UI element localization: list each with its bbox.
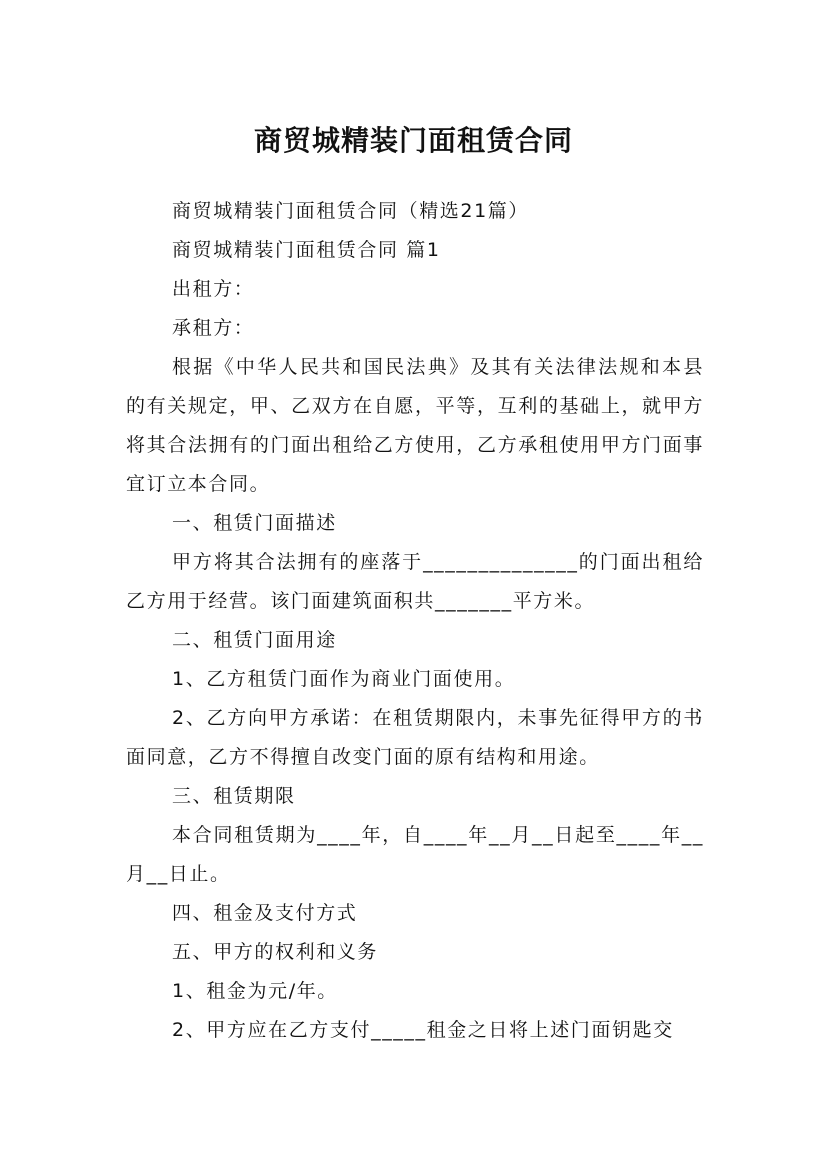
paragraph-lessee: 承租方： <box>172 317 255 339</box>
paragraph-clause-2-heading: 二、租赁门面用途 <box>172 629 337 651</box>
paragraph-clause-1-heading: 一、租赁门面描述 <box>172 512 337 534</box>
paragraph-clause-5-item-2: 2、甲方应在乙方支付_____租金之日将上述门面钥匙交 <box>172 1019 674 1041</box>
paragraph-clause-5-heading: 五、甲方的权利和义务 <box>172 941 379 963</box>
paragraph-clause-5-item-1: 1、租金为元/年。 <box>172 980 338 1002</box>
paragraph-clause-2-item-2: 2、乙方向甲方承诺：在租赁期限内，未事先征得甲方的书面同意，乙方不得擅自改变门面的原有结构和用途。 <box>126 707 704 768</box>
paragraph-clause-3-body: 本合同租赁期为____年，自____年__月__日起至____年__月__日止。 <box>126 824 704 885</box>
paragraph-collection-title: 商贸城精装门面租赁合同（精选21篇） <box>172 200 529 222</box>
paragraph-clause-4-heading: 四、租金及支付方式 <box>172 902 358 924</box>
document-body <box>126 192 704 1050</box>
paragraph-clause-2-item-1: 1、乙方租赁门面作为商业门面使用。 <box>172 668 516 690</box>
paragraph-clause-1-body: 甲方将其合法拥有的座落于______________的门面出租给乙方用于经营。该门面建筑面积共_______平方米。 <box>126 551 704 612</box>
paragraph-lessor: 出租方： <box>172 278 255 300</box>
paragraph-clause-3-heading: 三、租赁期限 <box>172 785 296 807</box>
paragraph-section-heading: 商贸城精装门面租赁合同 篇1 <box>172 239 441 261</box>
paragraph-preamble: 根据《中华人民共和国民法典》及其有关法律法规和本县的有关规定，甲、乙双方在自愿，平等，互利的基础上，就甲方将其合法拥有的门面出租给乙方使用，乙方承租使用甲方门面事宜订立本合同。 <box>126 356 704 495</box>
document-title: 商贸城精装门面租赁合同 <box>253 123 573 157</box>
